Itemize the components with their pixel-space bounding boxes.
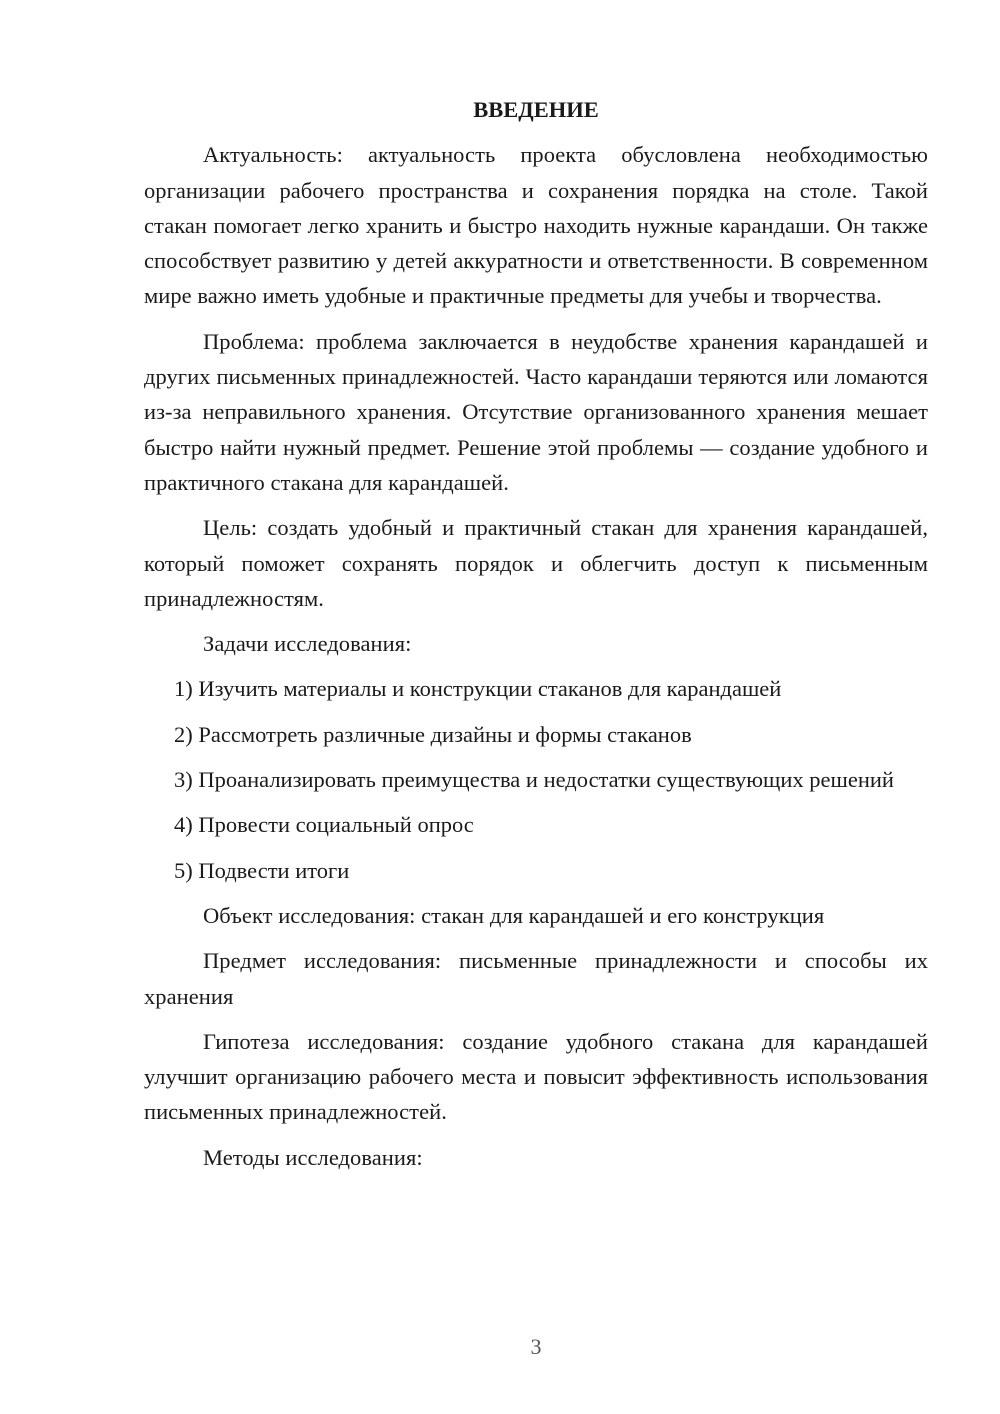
tasks-heading: Задачи исследования: (203, 631, 412, 657)
task-item: 5) Подвести итоги (174, 857, 350, 883)
problem-paragraph: Проблема: проблема заключается в неудобстве хранения карандашей и других письменных принадлежностей. Часто карандаши теряются или ломаются из-за неправильного хранения. Отсутствие организованного хранения мешает быстро найти нужный предмет. Решение этой проблемы — создание удобного и практичного стакана для карандашей. (144, 328, 928, 495)
section-title: ВВЕДЕНИЕ (473, 97, 599, 122)
task-item: 4) Провести социальный опрос (174, 812, 474, 838)
page-number: 3 (530, 1334, 542, 1359)
object-paragraph: Объект исследования: стакан для карандашей и его конструкция (203, 902, 825, 928)
subject-paragraph: Предмет исследования: письменные принадлежности и способы их хранения (144, 948, 928, 1009)
relevance-paragraph: Актуальность: актуальность проекта обусловлена необходимостью организации рабочего пространства и сохранения порядка на столе. Такой стакан помогает легко хранить и быстро находить нужные карандаши. Он также способствует развитию у детей аккуратности и ответственности. В современном мире важно иметь удобные и практичные предметы для учебы и творчества. (144, 142, 928, 309)
page-content (144, 92, 928, 1185)
hypothesis-paragraph: Гипотеза исследования: создание удобного стакана для карандашей улучшит организацию рабочего места и повысит эффективность использования письменных принадлежностей. (144, 1028, 928, 1125)
goal-paragraph: Цель: создать удобный и практичный стакан для хранения карандашей, который поможет сохранять порядок и облегчить доступ к письменным принадлежностям. (144, 515, 928, 611)
methods-heading: Методы исследования: (203, 1144, 423, 1170)
task-item: 2) Рассмотреть различные дизайны и формы стаканов (174, 721, 692, 747)
task-item: 3) Проанализировать преимущества и недостатки существующих решений (174, 767, 894, 793)
task-item: 1) Изучить материалы и конструкции стаканов для карандашей (174, 676, 782, 702)
